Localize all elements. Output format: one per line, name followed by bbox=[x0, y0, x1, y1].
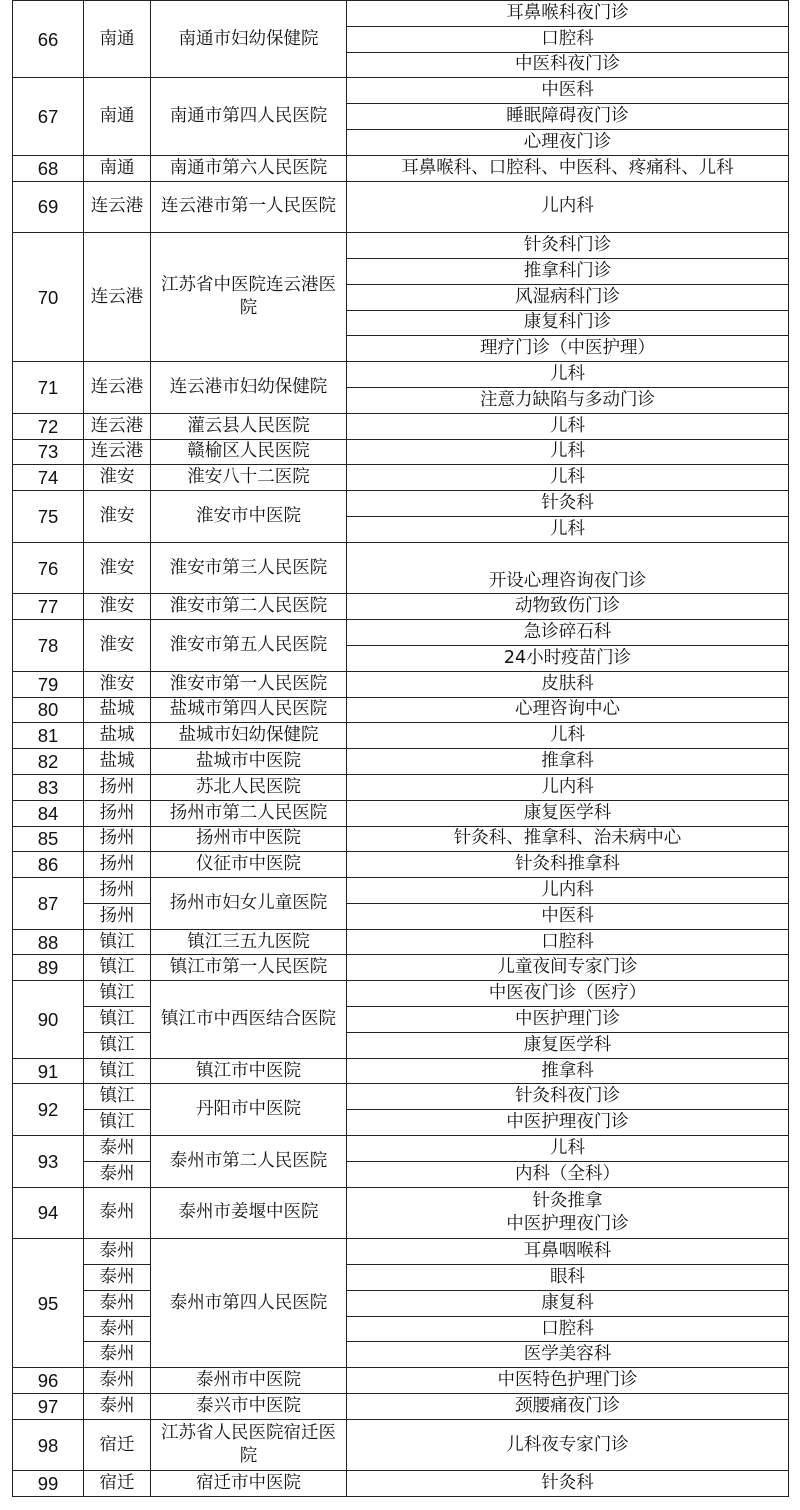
city-cell: 镇江 bbox=[84, 1032, 151, 1058]
hospital-name: 淮安八十二医院 bbox=[187, 467, 310, 488]
hospital-cell bbox=[151, 1084, 347, 1136]
hospital-cell bbox=[151, 620, 347, 672]
city-cell: 宿迁 bbox=[84, 1471, 151, 1497]
table-row bbox=[13, 903, 789, 929]
department-cell: 耳鼻喉科夜门诊 bbox=[347, 1, 789, 27]
table-row bbox=[13, 1394, 789, 1420]
table-row bbox=[13, 1368, 789, 1394]
row-number: 94 bbox=[13, 1187, 84, 1239]
clinic-table-body bbox=[13, 1, 789, 1497]
hospital-name: 江苏省中医院连云港医院 bbox=[161, 275, 336, 319]
row-number: 79 bbox=[13, 671, 84, 697]
hospital-cell bbox=[151, 1419, 347, 1471]
city-cell: 淮安 bbox=[84, 491, 151, 543]
city-cell: 连云港 bbox=[84, 413, 151, 439]
department-cell: 推拿科 bbox=[347, 749, 789, 775]
row-number: 97 bbox=[13, 1394, 84, 1420]
row-number: 82 bbox=[13, 749, 84, 775]
city-cell: 连云港 bbox=[84, 233, 151, 362]
hospital-cell bbox=[151, 981, 347, 1058]
hospital-name: 镇江市中医院 bbox=[196, 1060, 301, 1081]
row-number: 90 bbox=[13, 981, 84, 1058]
table-row bbox=[13, 620, 789, 646]
city-cell: 淮安 bbox=[84, 594, 151, 620]
city-cell: 泰州 bbox=[84, 1368, 151, 1394]
city-cell: 宿迁 bbox=[84, 1419, 151, 1471]
hospital-cell bbox=[151, 826, 347, 852]
hospital-cell bbox=[151, 697, 347, 723]
department-cell: 康复医学科 bbox=[347, 800, 789, 826]
table-row bbox=[13, 929, 789, 955]
department-cell: 耳鼻喉科、口腔科、中医科、疼痛科、儿科 bbox=[347, 155, 789, 181]
row-number: 75 bbox=[13, 491, 84, 543]
city-cell: 扬州 bbox=[84, 878, 151, 904]
table-row bbox=[13, 1084, 789, 1110]
table-row bbox=[13, 491, 789, 517]
table-row bbox=[13, 800, 789, 826]
city-cell: 淮安 bbox=[84, 671, 151, 697]
hospital-name: 仪征市中医院 bbox=[196, 854, 301, 875]
row-number: 91 bbox=[13, 1058, 84, 1084]
department-cell: 儿内科 bbox=[347, 878, 789, 904]
hospital-name: 泰州市第二人民医院 bbox=[169, 1150, 328, 1171]
row-number: 80 bbox=[13, 697, 84, 723]
department-cell: 针灸科门诊 bbox=[347, 233, 789, 259]
department-cell: 儿科 bbox=[347, 1136, 789, 1162]
table-row bbox=[13, 852, 789, 878]
department-cell: 口腔科 bbox=[347, 26, 789, 52]
city-cell: 连云港 bbox=[84, 181, 151, 233]
department-cell: 口腔科 bbox=[347, 1316, 789, 1342]
department-name: 针灸推拿 bbox=[532, 1190, 603, 1211]
department-cell: 儿科 bbox=[347, 413, 789, 439]
row-number: 67 bbox=[13, 78, 84, 155]
hospital-name: 灌云县人民医院 bbox=[187, 415, 310, 436]
hospital-name: 泰兴市中医院 bbox=[196, 1395, 301, 1416]
department-cell: 医学美容科 bbox=[347, 1342, 789, 1368]
hospital-cell bbox=[151, 439, 347, 465]
row-number: 84 bbox=[13, 800, 84, 826]
city-cell: 泰州 bbox=[84, 1187, 151, 1239]
hospital-name: 扬州市中医院 bbox=[196, 828, 301, 849]
city-cell: 连云港 bbox=[84, 439, 151, 465]
department-cell: 针灸科夜门诊 bbox=[347, 1084, 789, 1110]
hospital-name: 盐城市中医院 bbox=[196, 751, 301, 771]
hospital-cell bbox=[151, 542, 347, 594]
hospital-cell bbox=[151, 362, 347, 414]
table-row bbox=[13, 826, 789, 852]
clinic-table bbox=[12, 0, 789, 1497]
table-row bbox=[13, 542, 789, 568]
hospital-cell bbox=[151, 1, 347, 78]
hospital-cell bbox=[151, 955, 347, 981]
hospital-name: 南通市妇幼保健院 bbox=[178, 28, 319, 49]
city-cell: 镇江 bbox=[84, 929, 151, 955]
table-row bbox=[13, 594, 789, 620]
table-row bbox=[13, 1265, 789, 1291]
department-cell bbox=[347, 1187, 789, 1239]
city-cell: 泰州 bbox=[84, 1316, 151, 1342]
city-cell: 淮安 bbox=[84, 542, 151, 594]
row-number: 86 bbox=[13, 852, 84, 878]
department-cell: 中医夜门诊（医疗） bbox=[347, 981, 789, 1007]
city-cell: 镇江 bbox=[84, 981, 151, 1007]
department-cell: 中医特色护理门诊 bbox=[347, 1368, 789, 1394]
hospital-cell bbox=[151, 1239, 347, 1368]
hospital-name: 镇江市第一人民医院 bbox=[169, 957, 328, 978]
table-row bbox=[13, 1032, 789, 1058]
row-number: 66 bbox=[13, 1, 84, 78]
table-row bbox=[13, 955, 789, 981]
hospital-name: 淮安市第二人民医院 bbox=[169, 596, 328, 617]
table-row bbox=[13, 1110, 789, 1136]
department-name: 中医护理夜门诊 bbox=[506, 1213, 629, 1234]
table-row bbox=[13, 362, 789, 388]
hospital-cell bbox=[151, 671, 347, 697]
hospital-name: 淮安市第五人民医院 bbox=[169, 634, 328, 655]
table-row bbox=[13, 413, 789, 439]
hospital-cell bbox=[151, 413, 347, 439]
table-row bbox=[13, 1058, 789, 1084]
hospital-cell bbox=[151, 1394, 347, 1420]
hospital-cell bbox=[151, 1368, 347, 1394]
table-row bbox=[13, 878, 789, 904]
table-row bbox=[13, 155, 789, 181]
table-row bbox=[13, 1007, 789, 1033]
row-number: 76 bbox=[13, 542, 84, 594]
hospital-name: 江苏省人民医院宿迁医院 bbox=[161, 1423, 336, 1467]
row-number: 85 bbox=[13, 826, 84, 852]
department-cell: 心理夜门诊 bbox=[347, 129, 789, 155]
hospital-cell bbox=[151, 594, 347, 620]
department-name: 开设心理咨询夜门诊 bbox=[488, 571, 647, 592]
row-number: 74 bbox=[13, 465, 84, 491]
table-row bbox=[13, 439, 789, 465]
department-cell: 儿科 bbox=[347, 465, 789, 491]
hospital-cell bbox=[151, 491, 347, 543]
city-cell: 扬州 bbox=[84, 774, 151, 800]
hospital-name: 镇江三五九医院 bbox=[187, 931, 310, 952]
city-cell: 淮安 bbox=[84, 620, 151, 672]
department-cell: 中医护理夜门诊 bbox=[347, 1110, 789, 1136]
department-cell: 睡眠障碍夜门诊 bbox=[347, 104, 789, 130]
city-cell: 镇江 bbox=[84, 1084, 151, 1110]
hospital-name: 泰州市第四人民医院 bbox=[169, 1292, 328, 1313]
department-cell: 儿内科 bbox=[347, 181, 789, 233]
table-row bbox=[13, 1161, 789, 1187]
hospital-name: 南通市第四人民医院 bbox=[169, 106, 328, 127]
city-cell: 扬州 bbox=[84, 800, 151, 826]
department-cell: 康复医学科 bbox=[347, 1032, 789, 1058]
department-cell: 耳鼻咽喉科 bbox=[347, 1239, 789, 1265]
row-number: 98 bbox=[13, 1419, 84, 1471]
table-row bbox=[13, 1342, 789, 1368]
department-cell: 儿内科 bbox=[347, 774, 789, 800]
hospital-cell bbox=[151, 1058, 347, 1084]
table-row bbox=[13, 774, 789, 800]
department-cell: 儿科 bbox=[347, 439, 789, 465]
department-cell: 口腔科 bbox=[347, 929, 789, 955]
city-cell: 泰州 bbox=[84, 1265, 151, 1291]
city-cell: 盐城 bbox=[84, 697, 151, 723]
department-cell: 康复科 bbox=[347, 1290, 789, 1316]
city-cell: 扬州 bbox=[84, 826, 151, 852]
department-cell: 急诊碎石科 bbox=[347, 620, 789, 646]
department-cell: 皮肤科 bbox=[347, 671, 789, 697]
hospital-name: 南通市第六人民医院 bbox=[169, 157, 328, 178]
table-row bbox=[13, 233, 789, 259]
table-row bbox=[13, 671, 789, 697]
hospital-name: 盐城市第四人民医院 bbox=[169, 699, 328, 720]
table-row bbox=[13, 1316, 789, 1342]
department-cell: 中医科 bbox=[347, 78, 789, 104]
row-number: 88 bbox=[13, 929, 84, 955]
department-cell: 24小时疫苗门诊 bbox=[347, 645, 789, 671]
hospital-name: 泰州市中医院 bbox=[196, 1370, 301, 1391]
hospital-name: 扬州市第二人民医院 bbox=[169, 802, 328, 823]
department-cell: 推拿科门诊 bbox=[347, 258, 789, 284]
department-cell: 儿科夜专家门诊 bbox=[347, 1419, 789, 1471]
hospital-name: 丹阳市中医院 bbox=[196, 1099, 301, 1120]
hospital-cell bbox=[151, 78, 347, 155]
hospital-cell bbox=[151, 852, 347, 878]
department-cell: 眼科 bbox=[347, 1265, 789, 1291]
city-cell: 镇江 bbox=[84, 1058, 151, 1084]
department-cell: 儿童夜间专家门诊 bbox=[347, 955, 789, 981]
hospital-cell bbox=[151, 749, 347, 775]
table-row bbox=[13, 78, 789, 104]
city-cell: 泰州 bbox=[84, 1290, 151, 1316]
department-cell: 风湿病科门诊 bbox=[347, 284, 789, 310]
city-cell: 泰州 bbox=[84, 1239, 151, 1265]
hospital-name: 淮安市第三人民医院 bbox=[169, 557, 328, 578]
city-cell: 南通 bbox=[84, 78, 151, 155]
hospital-name: 淮安市中医院 bbox=[196, 505, 301, 526]
department-cell: 儿科 bbox=[347, 516, 789, 542]
row-number: 72 bbox=[13, 413, 84, 439]
department-cell: 动物致伤门诊 bbox=[347, 594, 789, 620]
table-row bbox=[13, 1419, 789, 1445]
city-cell: 泰州 bbox=[84, 1342, 151, 1368]
department-cell: 中医科夜门诊 bbox=[347, 52, 789, 78]
row-number: 71 bbox=[13, 362, 84, 414]
department-cell bbox=[347, 542, 789, 594]
city-cell: 镇江 bbox=[84, 1110, 151, 1136]
row-number: 87 bbox=[13, 878, 84, 930]
table-row bbox=[13, 697, 789, 723]
hospital-cell bbox=[151, 723, 347, 749]
hospital-name: 连云港市妇幼保健院 bbox=[169, 376, 328, 397]
table-row bbox=[13, 181, 789, 207]
row-number: 68 bbox=[13, 155, 84, 181]
table-row bbox=[13, 1471, 789, 1497]
hospital-name: 盐城市妇幼保健院 bbox=[178, 725, 319, 746]
city-cell: 连云港 bbox=[84, 362, 151, 414]
row-number: 73 bbox=[13, 439, 84, 465]
hospital-name: 扬州市妇女儿童医院 bbox=[169, 892, 328, 913]
hospital-cell bbox=[151, 1136, 347, 1188]
department-cell: 康复科门诊 bbox=[347, 310, 789, 336]
department-cell: 内科（全科） bbox=[347, 1161, 789, 1187]
hospital-name: 淮安市第一人民医院 bbox=[169, 673, 328, 694]
hospital-cell bbox=[151, 465, 347, 491]
table-row bbox=[13, 465, 789, 491]
city-cell: 镇江 bbox=[84, 1007, 151, 1033]
hospital-name: 泰州市姜堰中医院 bbox=[178, 1202, 319, 1223]
department-cell: 中医护理门诊 bbox=[347, 1007, 789, 1033]
row-number: 92 bbox=[13, 1084, 84, 1136]
hospital-cell bbox=[151, 1471, 347, 1497]
hospital-name: 镇江市中西医结合医院 bbox=[161, 1008, 336, 1029]
department-cell: 针灸科 bbox=[347, 1471, 789, 1497]
hospital-cell bbox=[151, 233, 347, 362]
department-cell: 心理咨询中心 bbox=[347, 697, 789, 723]
row-number: 81 bbox=[13, 723, 84, 749]
table-row bbox=[13, 1239, 789, 1265]
table-row bbox=[13, 1187, 789, 1213]
hospital-name: 苏北人民医院 bbox=[196, 776, 301, 797]
city-cell: 南通 bbox=[84, 155, 151, 181]
row-number: 89 bbox=[13, 955, 84, 981]
table-row bbox=[13, 1136, 789, 1162]
row-number: 70 bbox=[13, 233, 84, 362]
city-cell: 泰州 bbox=[84, 1161, 151, 1187]
department-cell: 颈腰痛夜门诊 bbox=[347, 1394, 789, 1420]
hospital-cell bbox=[151, 929, 347, 955]
hospital-cell bbox=[151, 774, 347, 800]
department-cell: 针灸科 bbox=[347, 491, 789, 517]
hospital-name: 宿迁市中医院 bbox=[196, 1473, 301, 1494]
city-cell: 淮安 bbox=[84, 465, 151, 491]
row-number: 93 bbox=[13, 1136, 84, 1188]
city-cell: 扬州 bbox=[84, 852, 151, 878]
table-row bbox=[13, 981, 789, 1007]
city-cell: 镇江 bbox=[84, 955, 151, 981]
table-row bbox=[13, 723, 789, 749]
city-cell: 泰州 bbox=[84, 1136, 151, 1162]
department-cell: 推拿科 bbox=[347, 1058, 789, 1084]
city-cell: 盐城 bbox=[84, 723, 151, 749]
row-number: 95 bbox=[13, 1239, 84, 1368]
hospital-cell bbox=[151, 800, 347, 826]
row-number: 96 bbox=[13, 1368, 84, 1394]
row-number: 99 bbox=[13, 1471, 84, 1497]
hospital-name: 赣榆区人民医院 bbox=[187, 441, 310, 462]
hospital-name: 连云港市第一人民医院 bbox=[161, 196, 336, 217]
row-number: 69 bbox=[13, 181, 84, 233]
department-cell: 针灸科推拿科 bbox=[347, 852, 789, 878]
table-row bbox=[13, 1, 789, 27]
city-cell: 盐城 bbox=[84, 749, 151, 775]
hospital-cell bbox=[151, 155, 347, 181]
row-number: 77 bbox=[13, 594, 84, 620]
hospital-cell bbox=[151, 1187, 347, 1239]
table-row bbox=[13, 1290, 789, 1316]
department-cell: 针灸科、推拿科、治未病中心 bbox=[347, 826, 789, 852]
department-cell: 中医科 bbox=[347, 903, 789, 929]
department-cell: 儿科 bbox=[347, 362, 789, 388]
city-cell: 扬州 bbox=[84, 903, 151, 929]
department-cell: 儿科 bbox=[347, 723, 789, 749]
department-cell: 注意力缺陷与多动门诊 bbox=[347, 387, 789, 413]
hospital-cell bbox=[151, 878, 347, 930]
department-cell: 理疗门诊（中医护理） bbox=[347, 336, 789, 362]
city-cell: 南通 bbox=[84, 1, 151, 78]
hospital-cell bbox=[151, 181, 347, 233]
table-row bbox=[13, 749, 789, 775]
row-number: 78 bbox=[13, 620, 84, 672]
row-number: 83 bbox=[13, 774, 84, 800]
city-cell: 泰州 bbox=[84, 1394, 151, 1420]
